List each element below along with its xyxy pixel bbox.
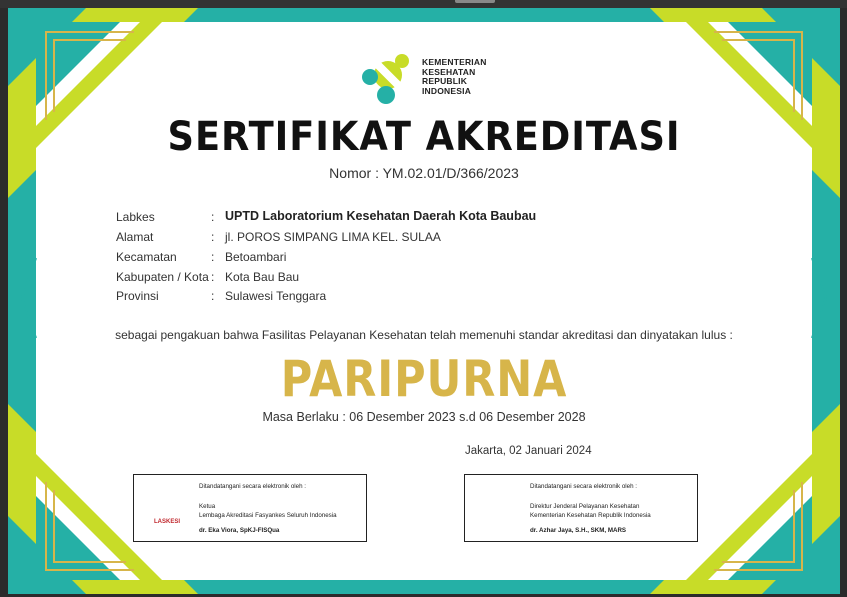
detail-separator: : <box>211 289 215 303</box>
accreditation-grade: PARIPURNA <box>280 350 568 408</box>
certificate <box>8 8 840 594</box>
signature-role-line: Kementerian Kesehatan Republik Indonesia <box>530 511 651 519</box>
browser-top-bar <box>0 0 847 8</box>
detail-separator: : <box>211 230 215 244</box>
detail-separator: : <box>211 210 215 224</box>
detail-value-kecamatan: Betoambari <box>225 250 287 264</box>
detail-label: Provinsi <box>116 289 159 303</box>
recognition-statement: sebagai pengakuan bahwa Fasilitas Pelayanan Kesehatan telah memenuhi standar akreditasi dan dinyatakan lulus : <box>115 328 733 342</box>
certificate-number: Nomor : YM.02.01/D/366/2023 <box>329 165 519 181</box>
detail-separator: : <box>211 270 215 284</box>
detail-value-labkes: UPTD Laboratorium Kesehatan Daerah Kota Baubau <box>225 209 537 223</box>
signature-box-laskesi <box>133 474 367 542</box>
signature-intro: Ditandatangani secara elektronik oleh : <box>199 483 306 490</box>
detail-label: Kabupaten / Kota <box>116 270 209 284</box>
signature-role <box>199 503 337 520</box>
signature-intro: Ditandatangani secara elektronik oleh : <box>530 483 637 490</box>
ministry-logo-line: INDONESIA <box>422 85 472 96</box>
detail-value-alamat: jl. POROS SIMPANG LIMA KEL. SULAA <box>225 230 441 244</box>
detail-value-provinsi: Sulawesi Tenggara <box>225 289 327 303</box>
ministry-logo-text <box>422 58 487 96</box>
signature-name: dr. Azhar Jaya, S.H., SKM, MARS <box>530 527 627 534</box>
signature-role-line: Ketua <box>199 503 216 510</box>
detail-label: Labkes <box>116 210 155 224</box>
signature-role-line: Direktur Jenderal Pelayanan Kesehatan <box>530 503 640 510</box>
laskesi-logo-text: LASKESI <box>154 519 181 525</box>
signature-box-kemenkes <box>464 474 698 542</box>
certificate-title: SERTIFIKAT AKREDITASI <box>167 114 681 160</box>
detail-value-kota: Kota Bau Bau <box>225 270 300 284</box>
ministry-logo-line: KEMENTERIAN <box>422 57 487 67</box>
browser-tab-indicator <box>455 0 495 3</box>
place-date: Jakarta, 02 Januari 2024 <box>465 445 592 457</box>
ministry-logo-line: KESEHATAN <box>422 66 476 77</box>
detail-label: Kecamatan <box>116 250 177 264</box>
signature-role-line: Lembaga Akreditasi Fasyankes Seluruh Indonesia <box>199 511 337 519</box>
validity-period: Masa Berlaku : 06 Desember 2023 s.d 06 Desember 2028 <box>262 410 586 424</box>
ministry-logo-line: REPUBLIK <box>422 76 468 86</box>
detail-separator: : <box>211 250 215 264</box>
detail-label: Alamat <box>116 230 154 244</box>
signature-role <box>530 503 651 520</box>
signature-name: dr. Eka Viora, SpKJ-FISQua <box>199 527 280 534</box>
